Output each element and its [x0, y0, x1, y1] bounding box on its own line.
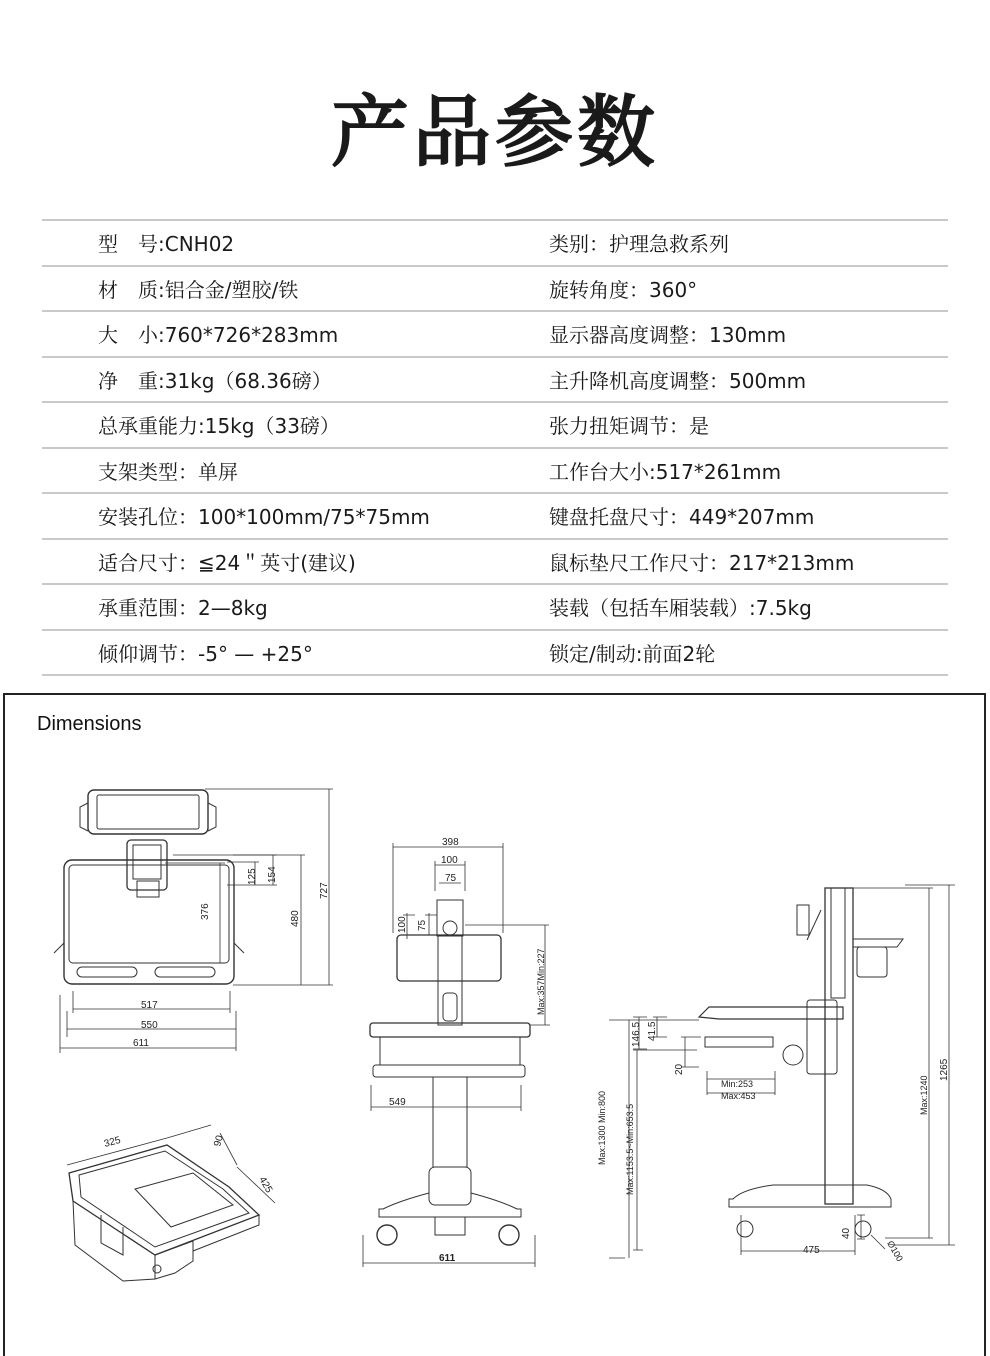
dim-154: 154 — [267, 866, 278, 883]
dim-550: 550 — [141, 1020, 158, 1031]
spec-row — [42, 356, 948, 402]
dim-100-vertical: 100 — [397, 916, 408, 933]
spec-left: 倾仰调节：-5° — +25° — [98, 641, 313, 666]
spec-row — [42, 310, 948, 356]
spec-right: 显示器高度调整：130mm — [549, 323, 787, 347]
spec-right: 类别：护理急救系列 — [549, 232, 729, 256]
spec-right: 鼠标垫尺工作尺寸：217*213mm — [549, 550, 855, 575]
spec-right: 旋转角度：360° — [549, 277, 698, 302]
dim-727: 727 — [319, 882, 330, 899]
spec-left: 大 小:760*726*283mm — [98, 323, 339, 347]
spec-left: 材 质:铝合金/塑胶/铁 — [98, 277, 299, 302]
dim-40: 40 — [841, 1227, 852, 1239]
spec-row — [42, 401, 948, 447]
dim-75: 75 — [445, 873, 457, 884]
spec-right: 张力扭矩调节：是 — [549, 414, 709, 438]
dimensions-title: Dimensions — [37, 713, 142, 735]
spec-table — [42, 219, 948, 676]
dim-611-base: 611 — [439, 1253, 456, 1264]
spec-row — [42, 629, 948, 677]
dim-20: 20 — [674, 1063, 685, 1075]
spec-right: 键盘托盘尺寸：449*207mm — [549, 505, 815, 529]
dim-41-5: 41.5 — [647, 1021, 658, 1041]
side-view-drawing — [609, 885, 955, 1258]
dim-425: 425 — [256, 1175, 275, 1195]
dim-398: 398 — [442, 837, 459, 848]
dim-75-vertical: 75 — [417, 919, 428, 931]
spec-right: 工作台大小:517*261mm — [549, 459, 782, 484]
spec-row — [42, 265, 948, 311]
basket-view-drawing — [67, 1125, 275, 1281]
dim-90: 90 — [212, 1134, 226, 1148]
dim-max-min-monitor: Max:357Min:227 — [536, 948, 546, 1015]
dim-549: 549 — [389, 1097, 406, 1108]
dimensions-panel — [3, 693, 986, 1356]
spec-row — [42, 583, 948, 629]
dim-max-1153: Max:1153.5~Min:653.5 — [625, 1103, 635, 1195]
spec-left: 净 重:31kg（68.36磅） — [98, 368, 332, 393]
spec-row — [42, 447, 948, 493]
spec-left: 适合尺寸：≦24＂英寸(建议) — [98, 550, 356, 575]
spec-right: 装载（包括车厢装载）:7.5kg — [549, 596, 812, 620]
dim-146-5: 146.5 — [631, 1021, 642, 1047]
spec-right: 锁定/制动:前面2轮 — [549, 641, 716, 666]
dim-480: 480 — [290, 910, 301, 927]
dim-517: 517 — [141, 1000, 158, 1011]
dimension-drawings — [5, 695, 984, 1356]
dim-min-253: Min:253 — [721, 1079, 754, 1089]
spec-row — [42, 538, 948, 584]
dim-611: 611 — [133, 1038, 149, 1049]
dim-max-453: Max:453 — [721, 1091, 756, 1101]
page-title: 产品参数 — [330, 88, 659, 178]
dim-125: 125 — [247, 868, 258, 885]
dim-475: 475 — [803, 1245, 820, 1256]
dim-1265: 1265 — [939, 1058, 950, 1081]
spec-left: 型 号:CNH02 — [98, 232, 235, 256]
spec-row — [42, 492, 948, 538]
spec-row — [42, 219, 948, 265]
dim-max-1300: Max:1300 Min:800 — [597, 1090, 607, 1165]
dim-325: 325 — [102, 1134, 122, 1150]
dim-100: 100 — [441, 855, 458, 866]
spec-left: 支架类型：单屏 — [98, 459, 238, 484]
spec-left: 承重范围：2—8kg — [98, 596, 268, 620]
dim-max-1240: Max:1240 — [919, 1075, 929, 1115]
front-view-drawing — [363, 843, 550, 1267]
spec-left: 总承重能力:15kg（33磅） — [98, 414, 340, 438]
dim-diameter-100: Ø100 — [885, 1239, 905, 1264]
spec-right: 主升降机高度调整：500mm — [549, 368, 807, 393]
spec-left: 安装孔位：100*100mm/75*75mm — [98, 505, 430, 529]
dim-376: 376 — [200, 903, 211, 920]
